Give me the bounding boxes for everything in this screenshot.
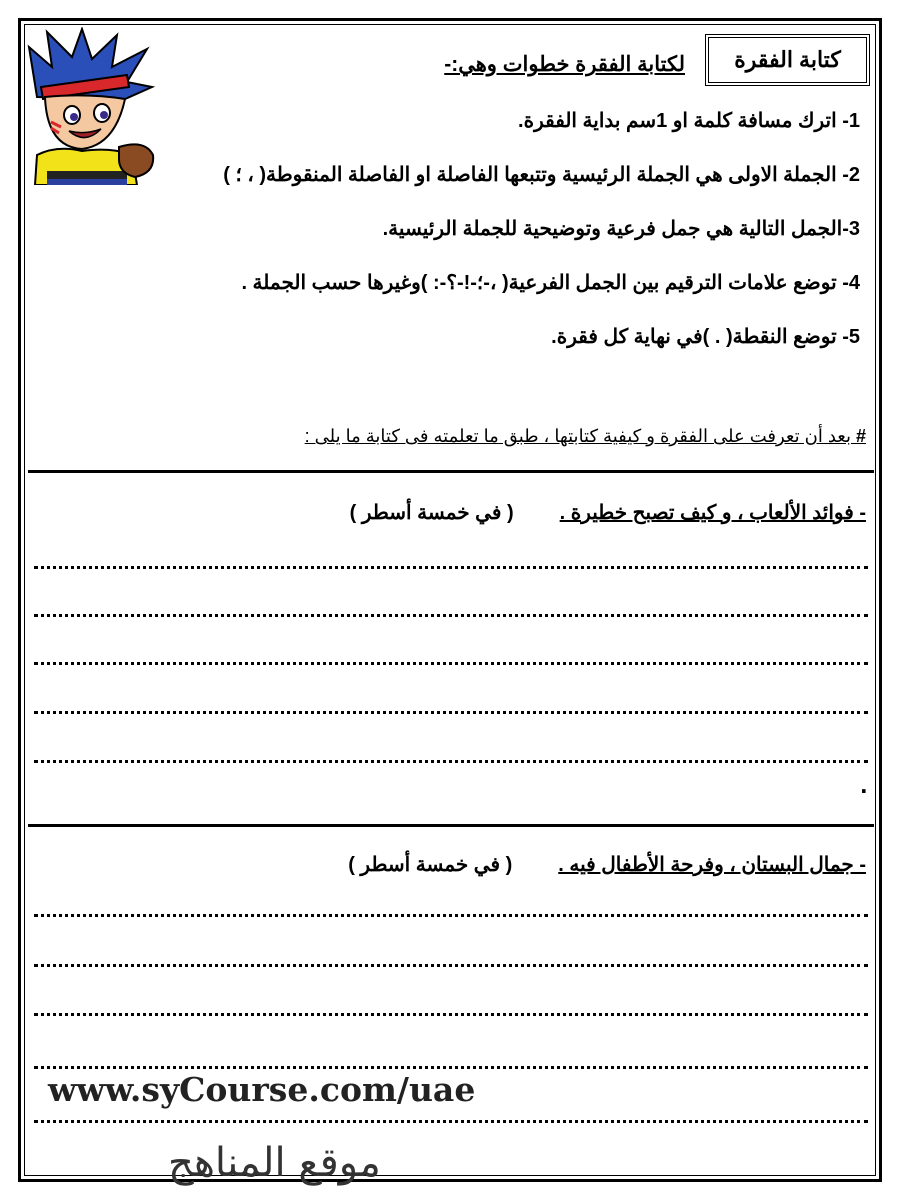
section-divider [28, 470, 874, 473]
instruction-line [305, 426, 866, 447]
writing-line[interactable] [34, 914, 868, 917]
instruction-text: بعد أن تعرفت على الفقرة و كيفية كتابتها ، طبق ما تعلمته فى كتابة ما يلى : [304, 426, 851, 446]
topic-1-heading [350, 500, 866, 525]
site-name-watermark: موقع المناهج [168, 1140, 381, 1186]
writing-line[interactable] [34, 662, 868, 665]
end-dot: . [860, 774, 868, 798]
section-divider [28, 824, 874, 827]
steps-heading: لكتابة الفقرة خطوات وهي:- [444, 53, 685, 76]
topic-1-title: - فوائد الألعاب ، و كيف تصبح خطيرة . [559, 502, 866, 524]
step-5: 5- توضع النقطة( . )في نهاية كل فقرة. [551, 326, 860, 348]
step-1: 1- اترك مسافة كلمة او 1سم بداية الفقرة. [518, 110, 860, 132]
website-watermark: www.syCourse.com/uae [48, 1070, 476, 1109]
step-2: 2- الجملة الاولى هي الجملة الرئيسية وتتبعها الفاصلة او الفاصلة المنقوطة( ، ؛ ) [223, 164, 860, 186]
topic-1-note: ( في خمسة أسطر ) [349, 502, 514, 524]
cartoon-boy-illustration [27, 27, 157, 185]
writing-line[interactable] [34, 1013, 868, 1016]
topic-2-title: - جمال البستان ، وفرحة الأطفال فيه . [558, 854, 866, 876]
writing-line[interactable] [34, 964, 868, 967]
writing-line[interactable] [34, 566, 868, 569]
writing-line[interactable] [34, 760, 868, 763]
hash-mark: # [855, 426, 866, 446]
step-4: 4- توضع علامات الترقيم بين الجمل الفرعية( ،-؛-!-؟-: )وغيرها حسب الجملة . [241, 272, 860, 294]
step-3: 3-الجمل التالية هي جمل فرعية وتوضيحية للجملة الرئيسية. [382, 218, 860, 240]
writing-line[interactable] [34, 614, 868, 617]
topic-2-heading [348, 852, 866, 877]
writing-line[interactable] [34, 1066, 868, 1069]
topic-2-note: ( في خمسة أسطر ) [348, 854, 513, 876]
writing-line[interactable] [34, 711, 868, 714]
page-inner-border [24, 24, 876, 1176]
document-title: كتابة الفقرة [705, 34, 870, 86]
writing-line[interactable] [34, 1120, 868, 1123]
